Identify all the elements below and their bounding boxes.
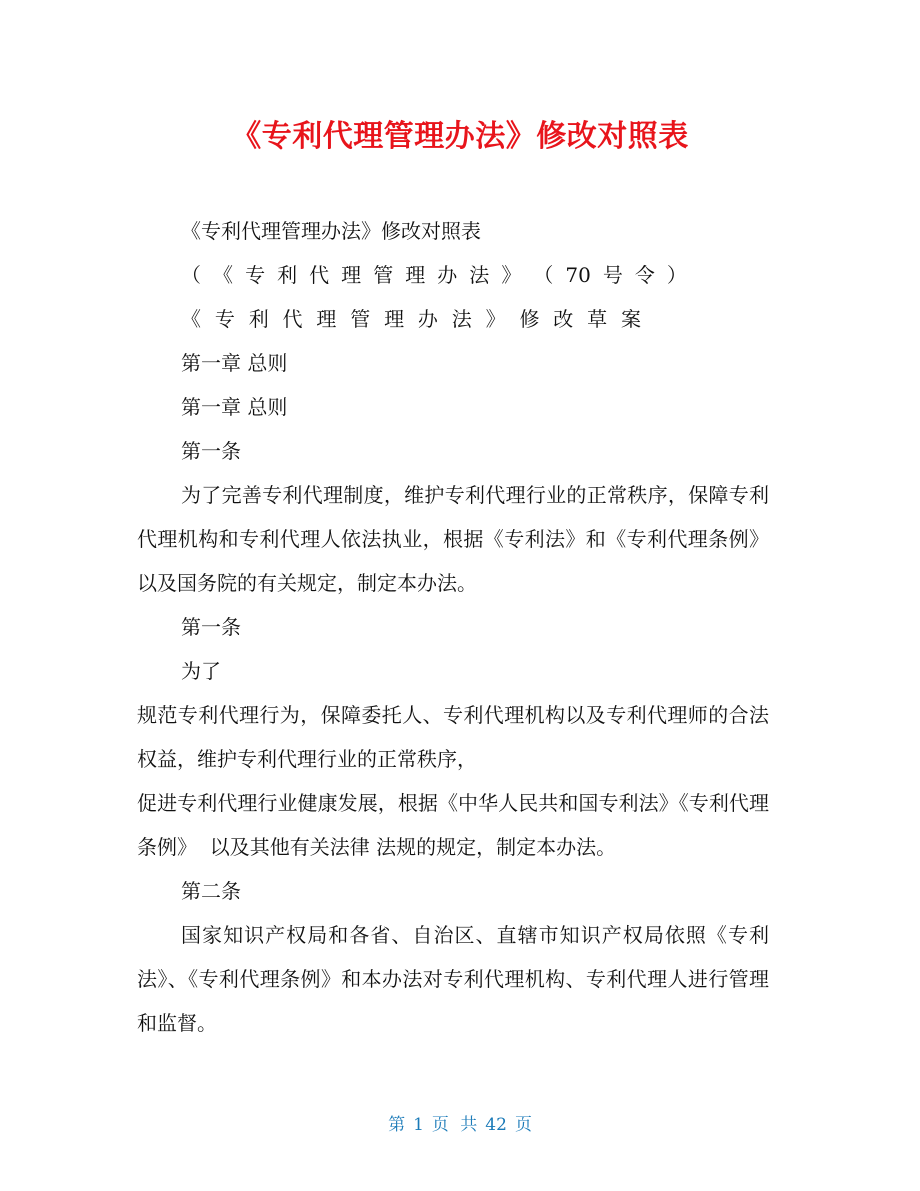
old-label-char: （ <box>181 263 201 287</box>
article-1-new-text-part-1: 规范专利代理行为，保障委托人、专利代理机构以及专利代理师的合法权益，维护专利代理行业的正常秩序， <box>137 703 769 771</box>
old-label-char: 令 <box>634 263 655 287</box>
article-1-new-heading: 第一条 <box>181 615 241 639</box>
old-label-char: 70 <box>565 263 591 287</box>
old-label-char: 利 <box>277 263 298 287</box>
old-label-char: ） <box>666 263 687 287</box>
article-1-new-text-part-2: 促进专利代理行业健康发展，根据《中华人民共和国专利法》《专利代理条例》 以及其他有关法律 法规的规定，制定本办法。 <box>137 791 769 859</box>
old-label-char: 代 <box>309 263 330 287</box>
old-label-char: 管 <box>373 263 394 287</box>
old-label-char: 办 <box>437 263 458 287</box>
new-label-char: 专 <box>214 307 235 331</box>
new-label-char: 草 <box>587 307 608 331</box>
new-label-char: 理 <box>384 307 405 331</box>
page-footer <box>0 1110 920 1140</box>
old-label-char: 《 <box>213 263 234 287</box>
old-label-char: 理 <box>405 263 426 287</box>
footer-total-pages: 42 <box>485 1115 507 1135</box>
page-title: 《专利代理管理办法》修改对照表 <box>231 119 689 154</box>
old-label-char: （ <box>533 263 554 287</box>
new-label-char: 》 <box>485 307 506 331</box>
chapter-heading-new: 第一章 总则 <box>181 395 288 419</box>
new-label-char: 《 <box>181 307 201 331</box>
new-label-char: 管 <box>350 307 371 331</box>
chapter-heading-old: 第一章 总则 <box>181 351 288 375</box>
old-label-char: 理 <box>341 263 362 287</box>
footer-suffix: 页 <box>514 1115 532 1135</box>
article-1-old-text: 为了完善专利代理制度，维护专利代理行业的正常秩序，保障专利代理机构和专利代理人依法执业，根据《专利法》和《专利代理条例》以及国务院的有关规定，制定本办法。 <box>137 483 769 595</box>
footer-prefix: 第 <box>388 1115 406 1135</box>
new-label-char: 法 <box>451 307 472 331</box>
subtitle-line: 《专利代理管理办法》修改对照表 <box>181 219 481 243</box>
new-label-char: 办 <box>417 307 438 331</box>
footer-page-number: 1 <box>413 1115 424 1135</box>
new-label-char: 案 <box>620 307 641 331</box>
article-1-old-heading: 第一条 <box>181 439 241 463</box>
old-label-char: 》 <box>501 263 522 287</box>
new-label-char: 改 <box>553 307 574 331</box>
new-version-label <box>181 297 641 341</box>
old-label-char: 专 <box>245 263 266 287</box>
article-2-heading: 第二条 <box>181 879 241 903</box>
new-label-char: 理 <box>316 307 337 331</box>
old-version-label <box>181 253 687 297</box>
new-label-char: 利 <box>248 307 269 331</box>
old-label-char: 法 <box>469 263 490 287</box>
article-1-new-lead: 为了 <box>181 659 221 683</box>
old-label-char: 号 <box>602 263 623 287</box>
new-label-char: 代 <box>282 307 303 331</box>
footer-middle: 页 共 <box>431 1115 478 1135</box>
article-2-text: 国家知识产权局和各省、自治区、直辖市知识产权局依照《专利法》、《专利代理条例》和本办法对专利代理机构、专利代理人进行管理和监督。 <box>137 923 769 1035</box>
new-label-char: 修 <box>519 307 540 331</box>
